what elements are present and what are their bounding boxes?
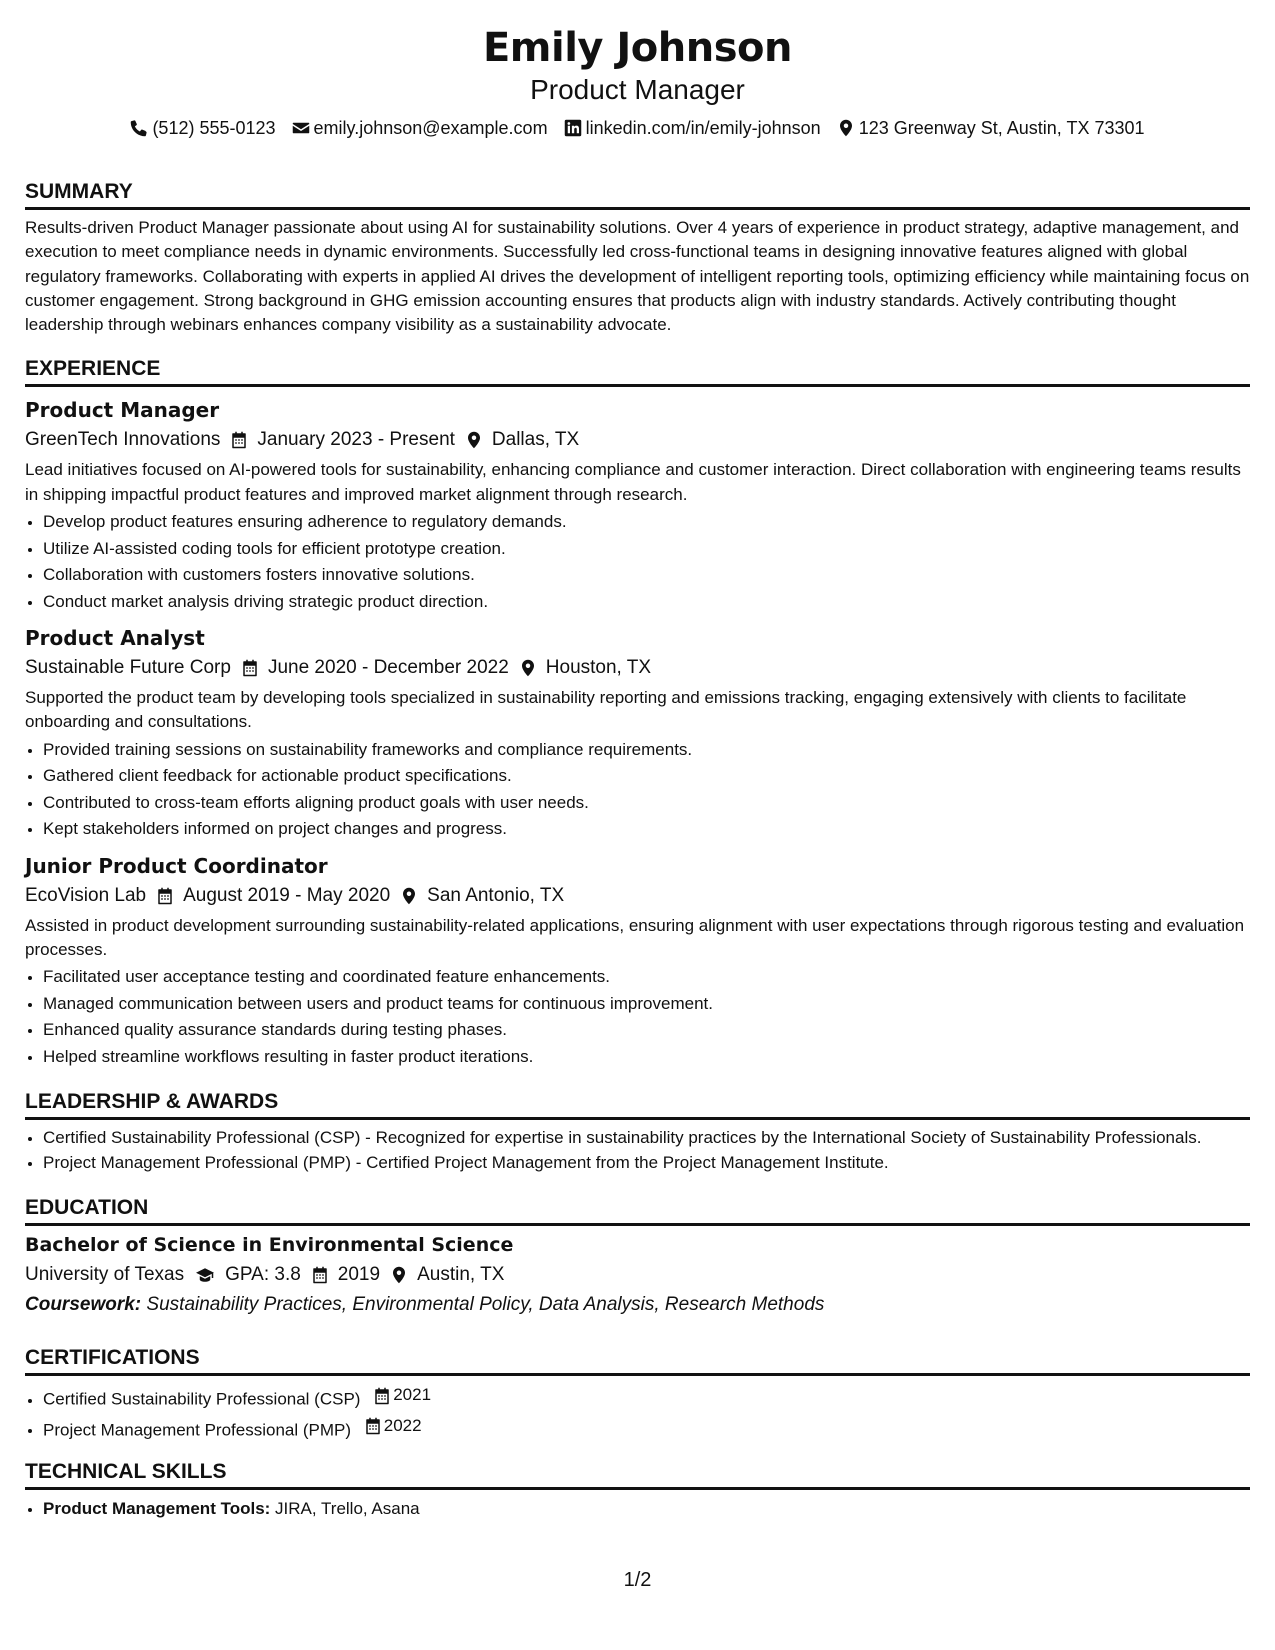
job-meta (25, 881, 1250, 911)
calendar-icon (311, 1266, 329, 1284)
skills-heading: TECHNICAL SKILLS (25, 1458, 1250, 1490)
degree-title: Bachelor of Science in Environmental Science (25, 1234, 514, 1257)
contact-phone[interactable] (130, 118, 275, 139)
job-dates (230, 425, 455, 455)
certifications-heading: CERTIFICATIONS (25, 1344, 1250, 1376)
calendar-icon (156, 887, 174, 905)
gpa-text: GPA: 3.8 (225, 1264, 301, 1286)
map-pin-icon (400, 887, 418, 905)
school-name: University of Texas (25, 1264, 185, 1286)
graduation-cap-icon (194, 1266, 216, 1284)
job-entry (25, 851, 1250, 1071)
linkedin-icon (564, 119, 582, 137)
experience-heading: EXPERIENCE (25, 355, 1250, 387)
skill-value: JIRA, Trello, Asana (275, 1498, 420, 1518)
experience-section (25, 355, 1250, 1070)
job-bullets (25, 509, 1250, 615)
summary-text: Results-driven Product Manager passionate about using AI for sustainability solutions. Over 4 years of experience in product strategy, adaptive management, and execution to meet compliance needs in dynamic environments. Successfully led cross-functional teams in designing innovative features aligned with global regulatory frameworks. Collaborating with experts in applied AI drives the development of intelligent reporting tools, optimizing efficiency while maintaining focus on customer engagement. Strong background in GHG emission accounting ensures that products align with industry standards. Actively contributing thought leadership through webinars enhances company visibility as a sustainability advocate. (25, 218, 1250, 335)
candidate-title: Product Manager (530, 74, 745, 105)
summary-section (25, 178, 1250, 337)
list-item: • Collaboration with customers fosters innovative solutions. (43, 562, 1250, 589)
list-item: • Helped streamline workflows resulting in faster product iterations. (43, 1044, 1250, 1071)
education-location (390, 1260, 504, 1290)
cert-date (373, 1382, 431, 1409)
job-bullets (25, 737, 1250, 843)
job-company: Sustainable Future Corp (25, 657, 231, 679)
resume-page (25, 22, 1250, 1522)
list-item (43, 1413, 1250, 1444)
certifications-list (25, 1382, 1250, 1444)
job-location-text: San Antonio, TX (427, 884, 565, 906)
cert-year: 2022 (383, 1416, 422, 1436)
job-company: GreenTech Innovations (25, 429, 221, 451)
job-location-text: Houston, TX (545, 657, 652, 679)
job-dates (241, 653, 509, 683)
contact-bar (25, 114, 1250, 142)
candidate-name: Emily Johnson (482, 25, 792, 71)
summary-heading: SUMMARY (25, 178, 1250, 210)
job-description: Assisted in product development surrounding sustainability-related applications, ensuring alignment with user expectations through rigorous testing and evaluation processes. (25, 915, 1245, 959)
list-item: • Certified Sustainability Professional (CSP) - Recognized for expertise in sustainability practices by the International Society of Sustainability Professionals. (43, 1126, 1250, 1150)
list-item: • Gathered client feedback for actionable product specifications. (43, 763, 1250, 790)
education-heading: EDUCATION (25, 1194, 1250, 1226)
job-title: Junior Product Coordinator (25, 853, 328, 878)
skill-label: Product Management Tools: (43, 1498, 271, 1518)
list-item (43, 1382, 1250, 1413)
leadership-heading: LEADERSHIP & AWARDS (25, 1088, 1250, 1120)
job-bullets (25, 964, 1250, 1070)
job-entry (25, 623, 1250, 843)
leadership-list (25, 1126, 1250, 1176)
cert-name: Project Management Professional (PMP) (43, 1420, 352, 1440)
page-number: 1/2 (623, 1569, 652, 1591)
map-pin-icon (390, 1266, 408, 1284)
list-item: • Develop product features ensuring adherence to regulatory demands. (43, 509, 1250, 536)
certifications-section (25, 1344, 1250, 1444)
job-dates-text: August 2019 - May 2020 (183, 884, 391, 906)
list-item: • Enhanced quality assurance standards during testing phases. (43, 1017, 1250, 1044)
cert-year: 2021 (393, 1385, 432, 1405)
map-pin-icon (837, 119, 855, 137)
list-item: • Facilitated user acceptance testing and coordinated feature enhancements. (43, 964, 1250, 991)
phone-icon (130, 119, 148, 137)
job-description: Supported the product team by developing tools specialized in sustainability reporting and emissions tracking, engaging extensively with clients to facilitate onboarding and consultations. (25, 688, 1187, 732)
coursework-label: Coursework: (25, 1294, 142, 1316)
map-pin-icon (519, 659, 537, 677)
job-location-text: Dallas, TX (491, 429, 580, 451)
coursework (25, 1290, 1250, 1320)
education-gpa (194, 1260, 301, 1290)
job-entry (25, 395, 1250, 615)
leadership-section (25, 1088, 1250, 1176)
job-dates-text: January 2023 - Present (257, 429, 455, 451)
list-item (43, 1496, 1250, 1523)
cert-date (364, 1413, 422, 1440)
job-location (400, 881, 564, 911)
list-item: • Conduct market analysis driving strategic product direction. (43, 589, 1250, 616)
location-text: Austin, TX (417, 1264, 505, 1286)
skills-section (25, 1458, 1250, 1523)
coursework-text: Sustainability Practices, Environmental Policy, Data Analysis, Research Methods (146, 1294, 825, 1316)
envelope-icon (292, 119, 310, 137)
list-item: • Provided training sessions on sustainability frameworks and compliance requirements. (43, 737, 1250, 764)
list-item: • Kept stakeholders informed on project changes and progress. (43, 816, 1250, 843)
education-year (311, 1260, 380, 1290)
list-item: • Contributed to cross-team efforts aligning product goals with user needs. (43, 790, 1250, 817)
calendar-icon (364, 1417, 382, 1435)
contact-email[interactable] (292, 118, 548, 139)
contact-linkedin[interactable] (564, 118, 821, 139)
job-meta (25, 653, 1250, 683)
calendar-icon (230, 431, 248, 449)
education-section (25, 1194, 1250, 1320)
job-dates (156, 881, 390, 911)
address-text: 123 Greenway St, Austin, TX 73301 (858, 117, 1145, 138)
job-location (519, 653, 651, 683)
job-description: Lead initiatives focused on AI-powered tools for sustainability, enhancing compliance and customer interaction. Direct collaboration with engineering teams results in shipping impactful product features and improved market alignment through research. (25, 460, 1241, 504)
map-pin-icon (465, 431, 483, 449)
email-text: emily.johnson@example.com (313, 117, 548, 138)
education-meta (25, 1260, 1250, 1290)
contact-address (837, 118, 1145, 139)
job-title: Product Manager (25, 398, 220, 423)
job-dates-text: June 2020 - December 2022 (267, 657, 509, 679)
linkedin-text: linkedin.com/in/emily-johnson (585, 117, 821, 138)
list-item: • Managed communication between users and product teams for continuous improvement. (43, 991, 1250, 1018)
cert-name: Certified Sustainability Professional (CSP) (43, 1389, 361, 1409)
list-item: • Utilize AI-assisted coding tools for efficient prototype creation. (43, 536, 1250, 563)
phone-text: (512) 555-0123 (152, 117, 276, 138)
job-meta (25, 425, 1250, 455)
job-company: EcoVision Lab (25, 884, 147, 906)
calendar-icon (373, 1387, 391, 1405)
job-title: Product Analyst (25, 626, 205, 651)
job-location (465, 425, 579, 455)
skills-list (25, 1496, 1250, 1523)
list-item: • Project Management Professional (PMP) - Certified Project Management from the Project Management Institute. (43, 1150, 1250, 1176)
calendar-icon (241, 659, 259, 677)
year-text: 2019 (337, 1264, 381, 1286)
